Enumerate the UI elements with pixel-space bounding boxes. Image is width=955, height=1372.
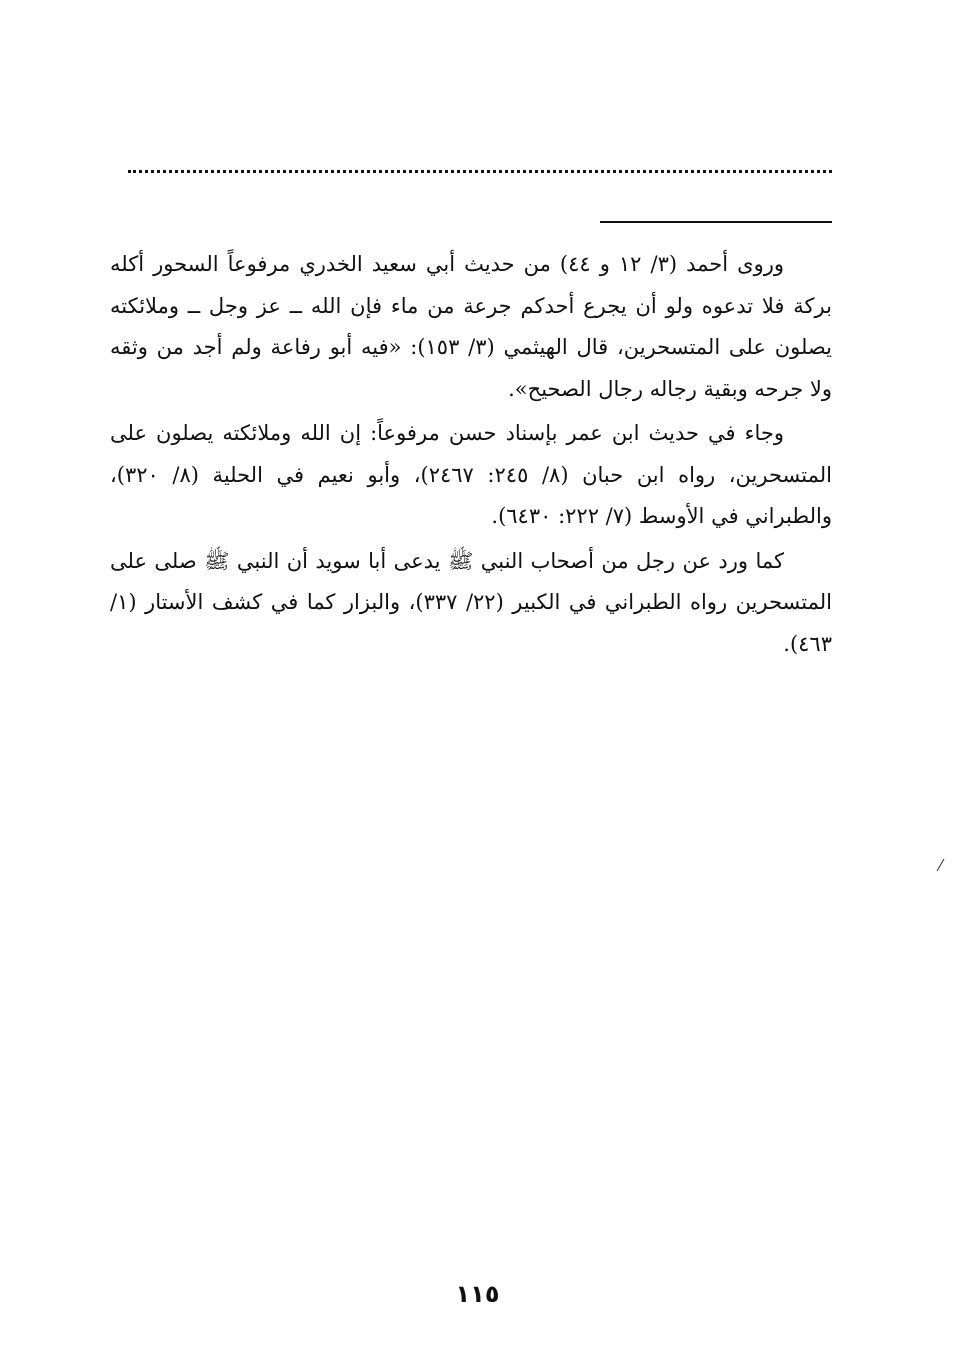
dotted-separator [128, 170, 832, 173]
footnotes-section [110, 244, 832, 668]
footnote-separator-line [600, 221, 832, 223]
footnote-paragraph: وجاء في حديث ابن عمر بإسناد حسن مرفوعاً: إن الله وملائكته يصلون على المتسحرين، رواه ابن حبان (٨/ ٢٤٥: ٢٤٦٧)، وأبو نعيم في الحلية (٨/ ٣٢٠)، والطبراني في الأوسط (٧/ ٢٢٢: ٦٤٣٠). [110, 421, 832, 528]
footnote-paragraph: وروى أحمد (٣/ ١٢ و ٤٤) من حديث أبي سعيد الخدري مرفوعاً السحور أكله بركة فلا تدعوه ولو أن يجرع أحدكم جرعة من ماء فإن الله ــ عز وجل ــ وملائكته يصلون على المتسحرين، قال الهيثمي (٣/ ١٥٣): «فيه أبو رفاعة ولم أجد من وثقه ولا جرحه وبقية رجاله رجال الصحيح». [110, 252, 832, 401]
page-number: ١١٥ [455, 1280, 500, 1308]
stray-mark [937, 859, 945, 872]
footnote-paragraph: كما ورد عن رجل من أصحاب النبي ﷺ يدعى أبا سويد أن النبي ﷺ صلى على المتسحرين رواه الطبراني في الكبير (٢٢/ ٣٣٧)، والبزار كما في كشف الأستار (١/ ٤٦٣). [110, 548, 832, 656]
